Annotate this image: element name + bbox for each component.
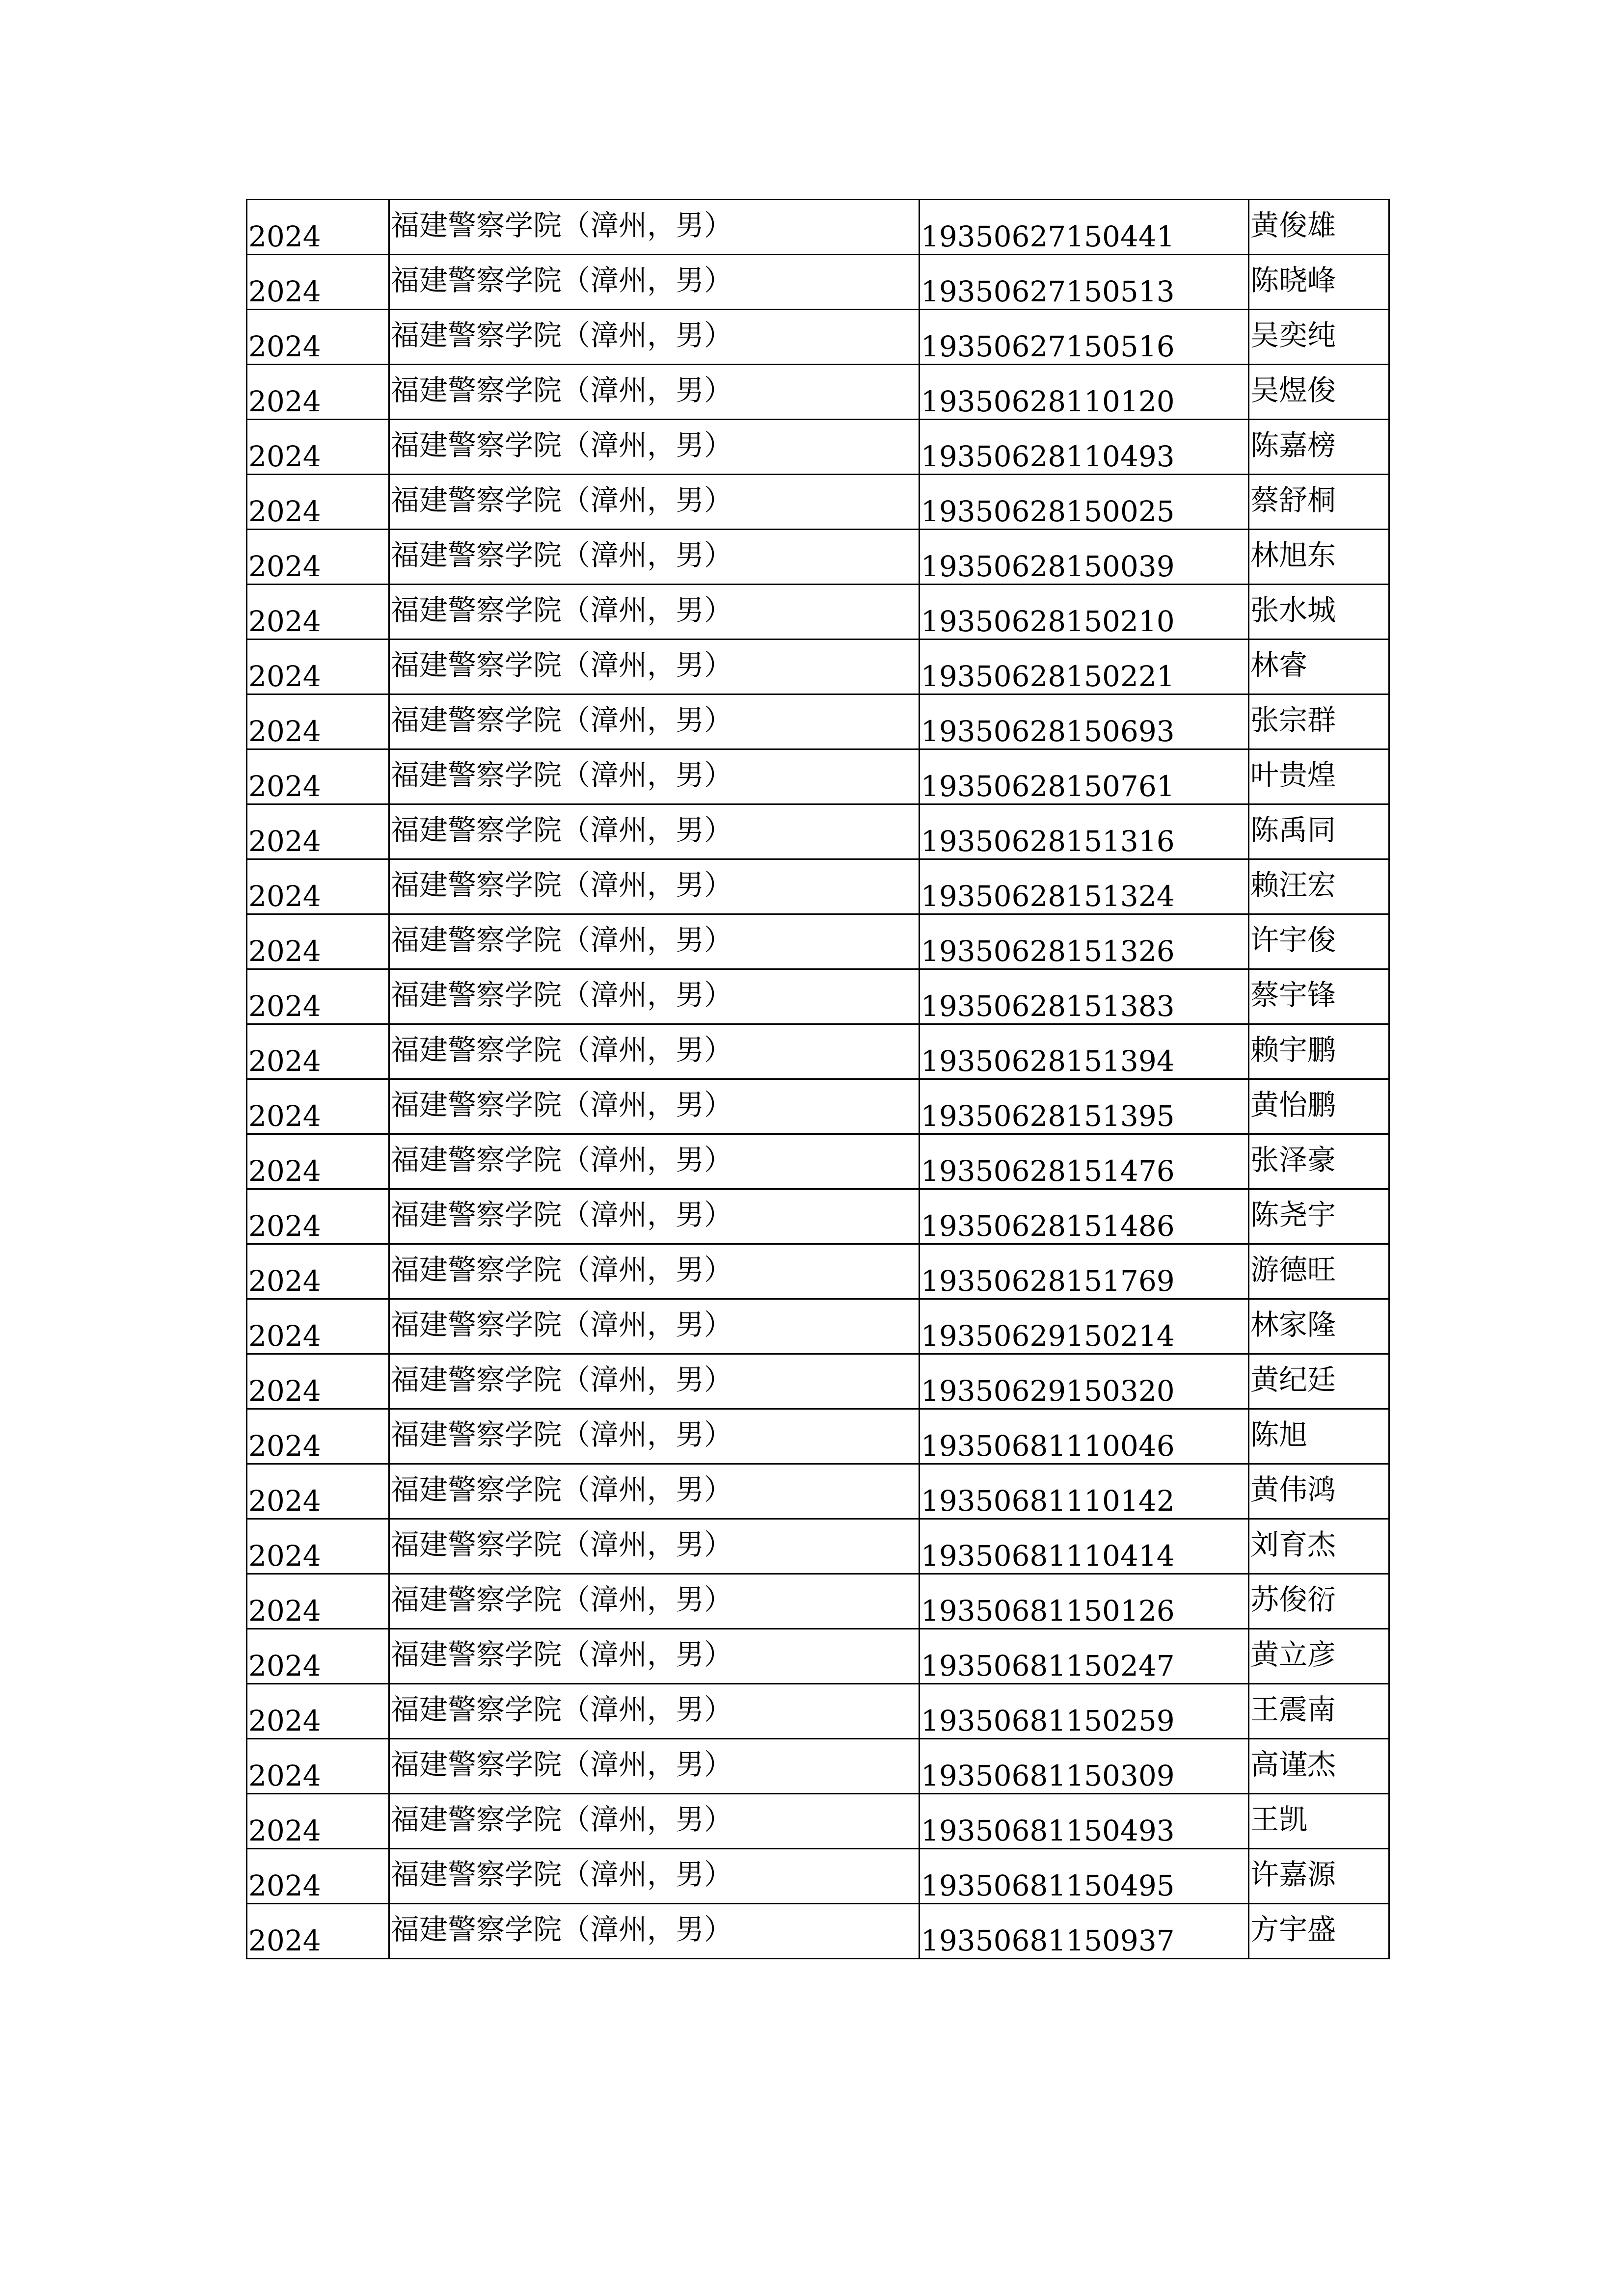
candidate-id-cell: 19350628110493 (920, 420, 1249, 475)
year-cell: 2024 (247, 1244, 389, 1299)
candidate-id-cell: 19350681110142 (920, 1464, 1249, 1519)
year-cell: 2024 (247, 255, 389, 310)
student-name-cell: 刘育杰 (1249, 1519, 1389, 1574)
year-cell: 2024 (247, 365, 389, 420)
table-row (247, 1849, 1389, 1904)
school-cell: 福建警察学院（漳州，男） (389, 859, 920, 914)
year-cell: 2024 (247, 1409, 389, 1464)
candidate-id-cell: 19350627150513 (920, 255, 1249, 310)
roster-table (246, 199, 1390, 1959)
school-cell: 福建警察学院（漳州，男） (389, 749, 920, 804)
student-name-cell: 吴奕纯 (1249, 310, 1389, 365)
year-cell: 2024 (247, 1079, 389, 1134)
table-row (247, 1134, 1389, 1189)
year-cell: 2024 (247, 694, 389, 749)
table-row (247, 1904, 1389, 1959)
school-cell: 福建警察学院（漳州，男） (389, 1079, 920, 1134)
candidate-id-cell: 19350628151326 (920, 914, 1249, 969)
candidate-id-cell: 19350629150214 (920, 1299, 1249, 1354)
student-name-cell: 林旭东 (1249, 530, 1389, 585)
school-cell: 福建警察学院（漳州，男） (389, 1409, 920, 1464)
table-row (247, 1189, 1389, 1244)
candidate-id-cell: 19350628151316 (920, 804, 1249, 859)
student-name-cell: 黄立彦 (1249, 1629, 1389, 1684)
table-row (247, 914, 1389, 969)
year-cell: 2024 (247, 1464, 389, 1519)
school-cell: 福建警察学院（漳州，男） (389, 1299, 920, 1354)
school-cell: 福建警察学院（漳州，男） (389, 585, 920, 640)
student-name-cell: 林家隆 (1249, 1299, 1389, 1354)
table-row (247, 530, 1389, 585)
table-row (247, 804, 1389, 859)
school-cell: 福建警察学院（漳州，男） (389, 1354, 920, 1409)
candidate-id-cell: 19350627150516 (920, 310, 1249, 365)
school-cell: 福建警察学院（漳州，男） (389, 1684, 920, 1739)
student-name-cell: 黄伟鸿 (1249, 1464, 1389, 1519)
table-row (247, 1794, 1389, 1849)
school-cell: 福建警察学院（漳州，男） (389, 1904, 920, 1959)
candidate-id-cell: 19350628150761 (920, 749, 1249, 804)
school-cell: 福建警察学院（漳州，男） (389, 475, 920, 530)
student-name-cell: 陈晓峰 (1249, 255, 1389, 310)
year-cell: 2024 (247, 914, 389, 969)
student-name-cell: 陈尧宇 (1249, 1189, 1389, 1244)
table-row (247, 1244, 1389, 1299)
year-cell: 2024 (247, 1519, 389, 1574)
school-cell: 福建警察学院（漳州，男） (389, 1849, 920, 1904)
student-name-cell: 张水城 (1249, 585, 1389, 640)
table-row (247, 859, 1389, 914)
table-row (247, 1354, 1389, 1409)
student-name-cell: 方宇盛 (1249, 1904, 1389, 1959)
year-cell: 2024 (247, 640, 389, 694)
candidate-id-cell: 19350628150210 (920, 585, 1249, 640)
candidate-id-cell: 19350681150126 (920, 1574, 1249, 1629)
table-row (247, 1629, 1389, 1684)
year-cell: 2024 (247, 475, 389, 530)
year-cell: 2024 (247, 1024, 389, 1079)
student-name-cell: 黄怡鹏 (1249, 1079, 1389, 1134)
table-row (247, 365, 1389, 420)
student-name-cell: 苏俊衍 (1249, 1574, 1389, 1629)
student-name-cell: 叶贵煌 (1249, 749, 1389, 804)
school-cell: 福建警察学院（漳州，男） (389, 640, 920, 694)
year-cell: 2024 (247, 1189, 389, 1244)
table-row (247, 1464, 1389, 1519)
candidate-id-cell: 19350681150495 (920, 1849, 1249, 1904)
table-row (247, 749, 1389, 804)
year-cell: 2024 (247, 200, 389, 255)
student-name-cell: 林睿 (1249, 640, 1389, 694)
candidate-id-cell: 19350627150441 (920, 200, 1249, 255)
year-cell: 2024 (247, 585, 389, 640)
year-cell: 2024 (247, 420, 389, 475)
school-cell: 福建警察学院（漳州，男） (389, 310, 920, 365)
school-cell: 福建警察学院（漳州，男） (389, 1629, 920, 1684)
table-row (247, 585, 1389, 640)
student-name-cell: 赖汪宏 (1249, 859, 1389, 914)
candidate-id-cell: 19350681110046 (920, 1409, 1249, 1464)
school-cell: 福建警察学院（漳州，男） (389, 1134, 920, 1189)
candidate-id-cell: 19350628110120 (920, 365, 1249, 420)
student-name-cell: 王凯 (1249, 1794, 1389, 1849)
year-cell: 2024 (247, 310, 389, 365)
candidate-id-cell: 19350681150247 (920, 1629, 1249, 1684)
school-cell: 福建警察学院（漳州，男） (389, 1244, 920, 1299)
candidate-id-cell: 19350681110414 (920, 1519, 1249, 1574)
table-row (247, 310, 1389, 365)
candidate-id-cell: 19350628151395 (920, 1079, 1249, 1134)
year-cell: 2024 (247, 530, 389, 585)
year-cell: 2024 (247, 1794, 389, 1849)
candidate-id-cell: 19350681150259 (920, 1684, 1249, 1739)
candidate-id-cell: 19350628150221 (920, 640, 1249, 694)
candidate-id-cell: 19350628151476 (920, 1134, 1249, 1189)
year-cell: 2024 (247, 1739, 389, 1794)
year-cell: 2024 (247, 1684, 389, 1739)
candidate-id-cell: 19350629150320 (920, 1354, 1249, 1409)
year-cell: 2024 (247, 749, 389, 804)
candidate-id-cell: 19350628151394 (920, 1024, 1249, 1079)
school-cell: 福建警察学院（漳州，男） (389, 914, 920, 969)
school-cell: 福建警察学院（漳州，男） (389, 1464, 920, 1519)
candidate-id-cell: 19350681150309 (920, 1739, 1249, 1794)
school-cell: 福建警察学院（漳州，男） (389, 1794, 920, 1849)
candidate-id-cell: 19350681150937 (920, 1904, 1249, 1959)
candidate-id-cell: 19350681150493 (920, 1794, 1249, 1849)
table-row (247, 640, 1389, 694)
school-cell: 福建警察学院（漳州，男） (389, 1189, 920, 1244)
school-cell: 福建警察学院（漳州，男） (389, 694, 920, 749)
table-row (247, 1519, 1389, 1574)
candidate-id-cell: 19350628151486 (920, 1189, 1249, 1244)
student-name-cell: 许嘉源 (1249, 1849, 1389, 1904)
school-cell: 福建警察学院（漳州，男） (389, 969, 920, 1024)
table-row (247, 1024, 1389, 1079)
school-cell: 福建警察学院（漳州，男） (389, 1574, 920, 1629)
student-name-cell: 黄俊雄 (1249, 200, 1389, 255)
year-cell: 2024 (247, 1134, 389, 1189)
table-row (247, 255, 1389, 310)
year-cell: 2024 (247, 1299, 389, 1354)
student-name-cell: 蔡舒桐 (1249, 475, 1389, 530)
student-name-cell: 陈嘉榜 (1249, 420, 1389, 475)
school-cell: 福建警察学院（漳州，男） (389, 804, 920, 859)
table-row (247, 969, 1389, 1024)
school-cell: 福建警察学院（漳州，男） (389, 420, 920, 475)
table-row (247, 1409, 1389, 1464)
table-row (247, 1079, 1389, 1134)
school-cell: 福建警察学院（漳州，男） (389, 1519, 920, 1574)
table-row (247, 200, 1389, 255)
candidate-id-cell: 19350628151769 (920, 1244, 1249, 1299)
table-row (247, 1299, 1389, 1354)
table-row (247, 1739, 1389, 1794)
student-name-cell: 游德旺 (1249, 1244, 1389, 1299)
year-cell: 2024 (247, 1904, 389, 1959)
year-cell: 2024 (247, 1574, 389, 1629)
student-name-cell: 陈旭 (1249, 1409, 1389, 1464)
year-cell: 2024 (247, 1849, 389, 1904)
table-row (247, 475, 1389, 530)
student-name-cell: 陈禹同 (1249, 804, 1389, 859)
school-cell: 福建警察学院（漳州，男） (389, 530, 920, 585)
student-name-cell: 张宗群 (1249, 694, 1389, 749)
year-cell: 2024 (247, 1354, 389, 1409)
table-row (247, 1684, 1389, 1739)
student-name-cell: 蔡宇锋 (1249, 969, 1389, 1024)
school-cell: 福建警察学院（漳州，男） (389, 255, 920, 310)
candidate-id-cell: 19350628150693 (920, 694, 1249, 749)
year-cell: 2024 (247, 859, 389, 914)
student-name-cell: 张泽豪 (1249, 1134, 1389, 1189)
student-name-cell: 吴煜俊 (1249, 365, 1389, 420)
candidate-id-cell: 19350628150039 (920, 530, 1249, 585)
student-name-cell: 王震南 (1249, 1684, 1389, 1739)
table-row (247, 694, 1389, 749)
roster-body (247, 200, 1389, 1959)
table-row (247, 1574, 1389, 1629)
student-name-cell: 高谨杰 (1249, 1739, 1389, 1794)
student-name-cell: 黄纪廷 (1249, 1354, 1389, 1409)
school-cell: 福建警察学院（漳州，男） (389, 1739, 920, 1794)
candidate-id-cell: 19350628151383 (920, 969, 1249, 1024)
candidate-id-cell: 19350628150025 (920, 475, 1249, 530)
school-cell: 福建警察学院（漳州，男） (389, 200, 920, 255)
student-name-cell: 许宇俊 (1249, 914, 1389, 969)
year-cell: 2024 (247, 1629, 389, 1684)
student-name-cell: 赖宇鹏 (1249, 1024, 1389, 1079)
candidate-id-cell: 19350628151324 (920, 859, 1249, 914)
school-cell: 福建警察学院（漳州，男） (389, 1024, 920, 1079)
school-cell: 福建警察学院（漳州，男） (389, 365, 920, 420)
year-cell: 2024 (247, 804, 389, 859)
year-cell: 2024 (247, 969, 389, 1024)
table-row (247, 420, 1389, 475)
